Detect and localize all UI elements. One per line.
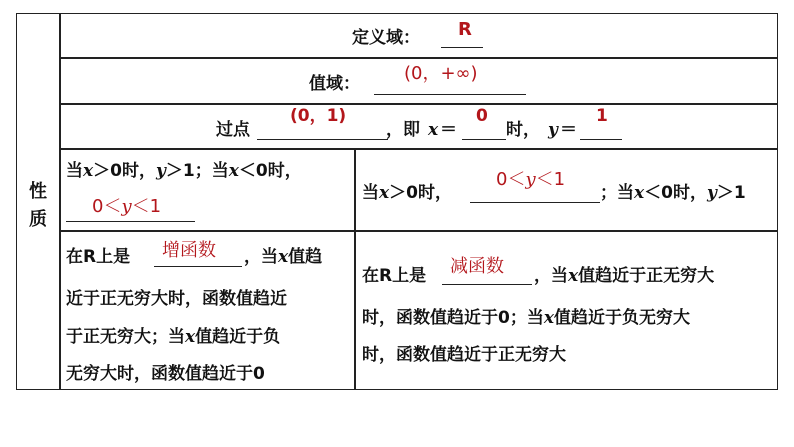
left-row5-line1-pre: 在R上是 [66,247,131,267]
right-row5-blank [442,284,532,285]
right-row4-part-a: 当x＞0时， [362,183,452,203]
divider-row3 [59,148,778,150]
point-answer-x: 0 [476,106,488,126]
divider-row2 [59,103,778,105]
left-row4-answer: 0＜y＜1 [92,196,162,217]
right-row4-answer: 0＜y＜1 [496,169,566,190]
point-blank-x [462,139,506,140]
point-blank-y [580,139,622,140]
point-eq: ＝ [440,120,457,140]
right-row5-line1-post: ，当x值趋近于正无穷大 [534,266,715,286]
point-var-y: y [548,120,558,140]
right-row5-line2: 时，函数值趋近于0；当x值趋近于负无穷大 [362,308,690,328]
left-row5-line2: 近于正无穷大时，函数值趋近 [66,289,287,309]
point-prefix: 过点 [216,120,250,140]
range-label: 值域： [309,74,360,94]
divider-row4 [59,230,778,232]
side-label-char-2: 质 [29,209,47,230]
left-row5-line1-post: ，当x值趋 [244,247,323,267]
point-answer: (0，1) [290,106,347,126]
point-answer-y: 1 [596,106,608,126]
divider-middle [354,148,356,390]
right-row5-line3: 时，函数值趋近于正无穷大 [362,345,566,365]
left-row4-blank [66,221,195,222]
right-row5-answer: 减函数 [450,256,504,277]
domain-blank [441,47,483,48]
right-row4-blank [470,202,600,203]
left-row5-line4: 无穷大时，函数值趋近于0 [66,364,265,384]
point-time: 时， [506,120,540,140]
left-row5-line3: 于正无穷大；当x值趋近于负 [66,327,281,347]
divider-row1 [59,57,778,59]
side-label [16,13,60,390]
side-label-char-1: 性 [29,181,47,202]
point-eq2: ＝ [560,120,577,140]
left-row4-line1: 当x＞0时，y＞1；当x＜0时， [66,161,302,181]
right-row5-line1-pre: 在R上是 [362,266,427,286]
range-blank [374,94,526,95]
left-row5-blank [154,266,242,267]
point-var-x: x [428,120,439,140]
domain-label: 定义域： [352,28,420,48]
left-row5-answer: 增函数 [162,240,216,261]
domain-answer: R [458,19,472,40]
right-row4-part-b: ；当x＜0时，y＞1 [600,183,746,203]
point-mid: ，即 [386,120,420,140]
point-blank [257,139,388,140]
range-answer: (0，+∞) [404,63,478,84]
